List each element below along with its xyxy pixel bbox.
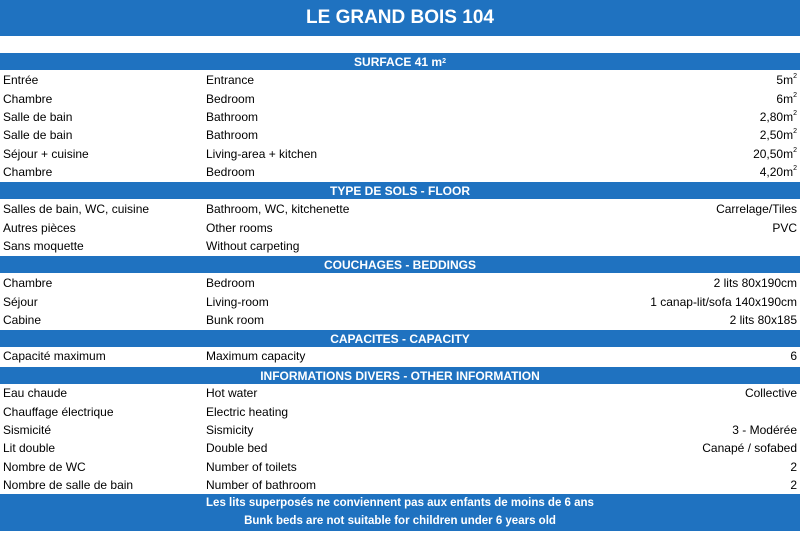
row-label-en: Number of toilets <box>206 459 297 474</box>
row-value: Canapé / sofabed <box>702 441 797 456</box>
section-header-beddings: COUCHAGES - BEDDINGS <box>0 255 800 273</box>
row-label-en: Bedroom <box>206 276 255 291</box>
row-label-en: Bathroom <box>206 128 259 143</box>
row-label-en: Maximum capacity <box>206 349 306 364</box>
row-label-en: Living-room <box>206 294 269 309</box>
table-row <box>0 237 800 255</box>
section-header-other: INFORMATIONS DIVERS - OTHER INFORMATION <box>0 366 800 384</box>
row-label-en: Hot water <box>206 386 258 401</box>
row-label-fr: Séjour <box>3 294 38 309</box>
table-row <box>0 163 800 181</box>
footer-note-fr: Les lits superposés ne conviennent pas aux enfants de moins de 6 ans <box>206 497 594 509</box>
row-label-fr: Chambre <box>3 165 53 180</box>
surface-header-sup: 2 <box>442 58 446 65</box>
row-value: 6 <box>790 349 797 364</box>
row-label-en: Bathroom, WC, kitchenette <box>206 202 350 217</box>
row-label-fr: Chambre <box>3 91 53 106</box>
row-label-en: Bedroom <box>206 165 255 180</box>
row-label-en: Bathroom <box>206 109 259 124</box>
row-label-fr: Cabine <box>3 312 42 327</box>
row-label-fr: Salles de bain, WC, cuisine <box>3 202 150 217</box>
table-row <box>0 108 800 126</box>
table-row <box>0 347 800 365</box>
row-value: 1 canap-lit/sofa 140x190cm <box>650 294 797 309</box>
section-header-floor: TYPE DE SOLS - FLOOR <box>0 181 800 199</box>
row-value: 2 lits 80x190cm <box>713 276 797 291</box>
table-row <box>0 200 800 218</box>
row-label-en: Electric heating <box>206 404 289 419</box>
surface-header-text: SURFACE 41 m <box>354 54 443 69</box>
row-label-fr: Sismicité <box>3 422 52 437</box>
table-row <box>0 421 800 439</box>
footer-notice <box>0 494 800 531</box>
table-row <box>0 145 800 163</box>
table-row <box>0 458 800 476</box>
row-label-en: Bunk room <box>206 312 265 327</box>
table-row <box>0 476 800 494</box>
row-label-fr: Séjour + cuisine <box>3 146 89 161</box>
row-value: $6m^2$ <box>776 91 797 106</box>
row-label-fr: Eau chaude <box>3 386 68 401</box>
row-label-en: Living-area + kitchen <box>206 146 318 161</box>
row-value: 2 <box>790 478 797 493</box>
row-label-en: Sismicity <box>206 422 254 437</box>
row-label-fr: Entrée <box>3 73 39 88</box>
row-label-en: Without carpeting <box>206 238 300 253</box>
row-label-en: Double bed <box>206 441 268 456</box>
table-row <box>0 218 800 236</box>
row-label-fr: Lit double <box>3 441 56 456</box>
table-row <box>0 89 800 107</box>
row-value: $20,50m^2$ <box>753 146 797 161</box>
section-header-capacity: CAPACITES - CAPACITY <box>0 329 800 347</box>
table-row <box>0 274 800 292</box>
page-title: LE GRAND BOIS 104 <box>0 0 800 36</box>
row-label-fr: Nombre de salle de bain <box>3 478 134 493</box>
row-value: $4,20m^2$ <box>759 165 797 180</box>
row-label-fr: Chauffage électrique <box>3 404 114 419</box>
row-value: 2 <box>790 459 797 474</box>
table-row <box>0 71 800 89</box>
row-label-en: Bedroom <box>206 91 255 106</box>
row-value: $2,80m^2$ <box>759 109 797 124</box>
row-value: PVC <box>772 220 797 235</box>
row-value: $2,50m^2$ <box>759 128 797 143</box>
row-value: 2 lits 80x185 <box>729 312 797 327</box>
table-row <box>0 126 800 144</box>
row-value: Carrelage/Tiles <box>716 202 797 217</box>
row-label-fr: Salle de bain <box>3 109 73 124</box>
table-row <box>0 439 800 457</box>
row-label-fr: Chambre <box>3 276 53 291</box>
row-value: Collective <box>744 386 797 401</box>
section-header-surface <box>0 52 800 70</box>
row-value: $5m^2$ <box>776 73 797 88</box>
table-row <box>0 384 800 402</box>
row-label-fr: Autres pièces <box>3 220 76 235</box>
table-row <box>0 402 800 420</box>
row-label-en: Other rooms <box>206 220 273 235</box>
table-row <box>0 311 800 329</box>
table-row <box>0 292 800 310</box>
row-value: 3 - Modérée <box>732 422 797 437</box>
row-label-fr: Nombre de WC <box>3 459 86 474</box>
row-label-fr: Sans moquette <box>3 238 84 253</box>
row-label-fr: Capacité maximum <box>3 349 106 364</box>
footer-note-en: Bunk beds are not suitable for children under 6 years old <box>244 515 556 527</box>
row-label-en: Entrance <box>206 73 255 88</box>
row-label-fr: Salle de bain <box>3 128 73 143</box>
row-label-en: Number of bathroom <box>206 478 317 493</box>
